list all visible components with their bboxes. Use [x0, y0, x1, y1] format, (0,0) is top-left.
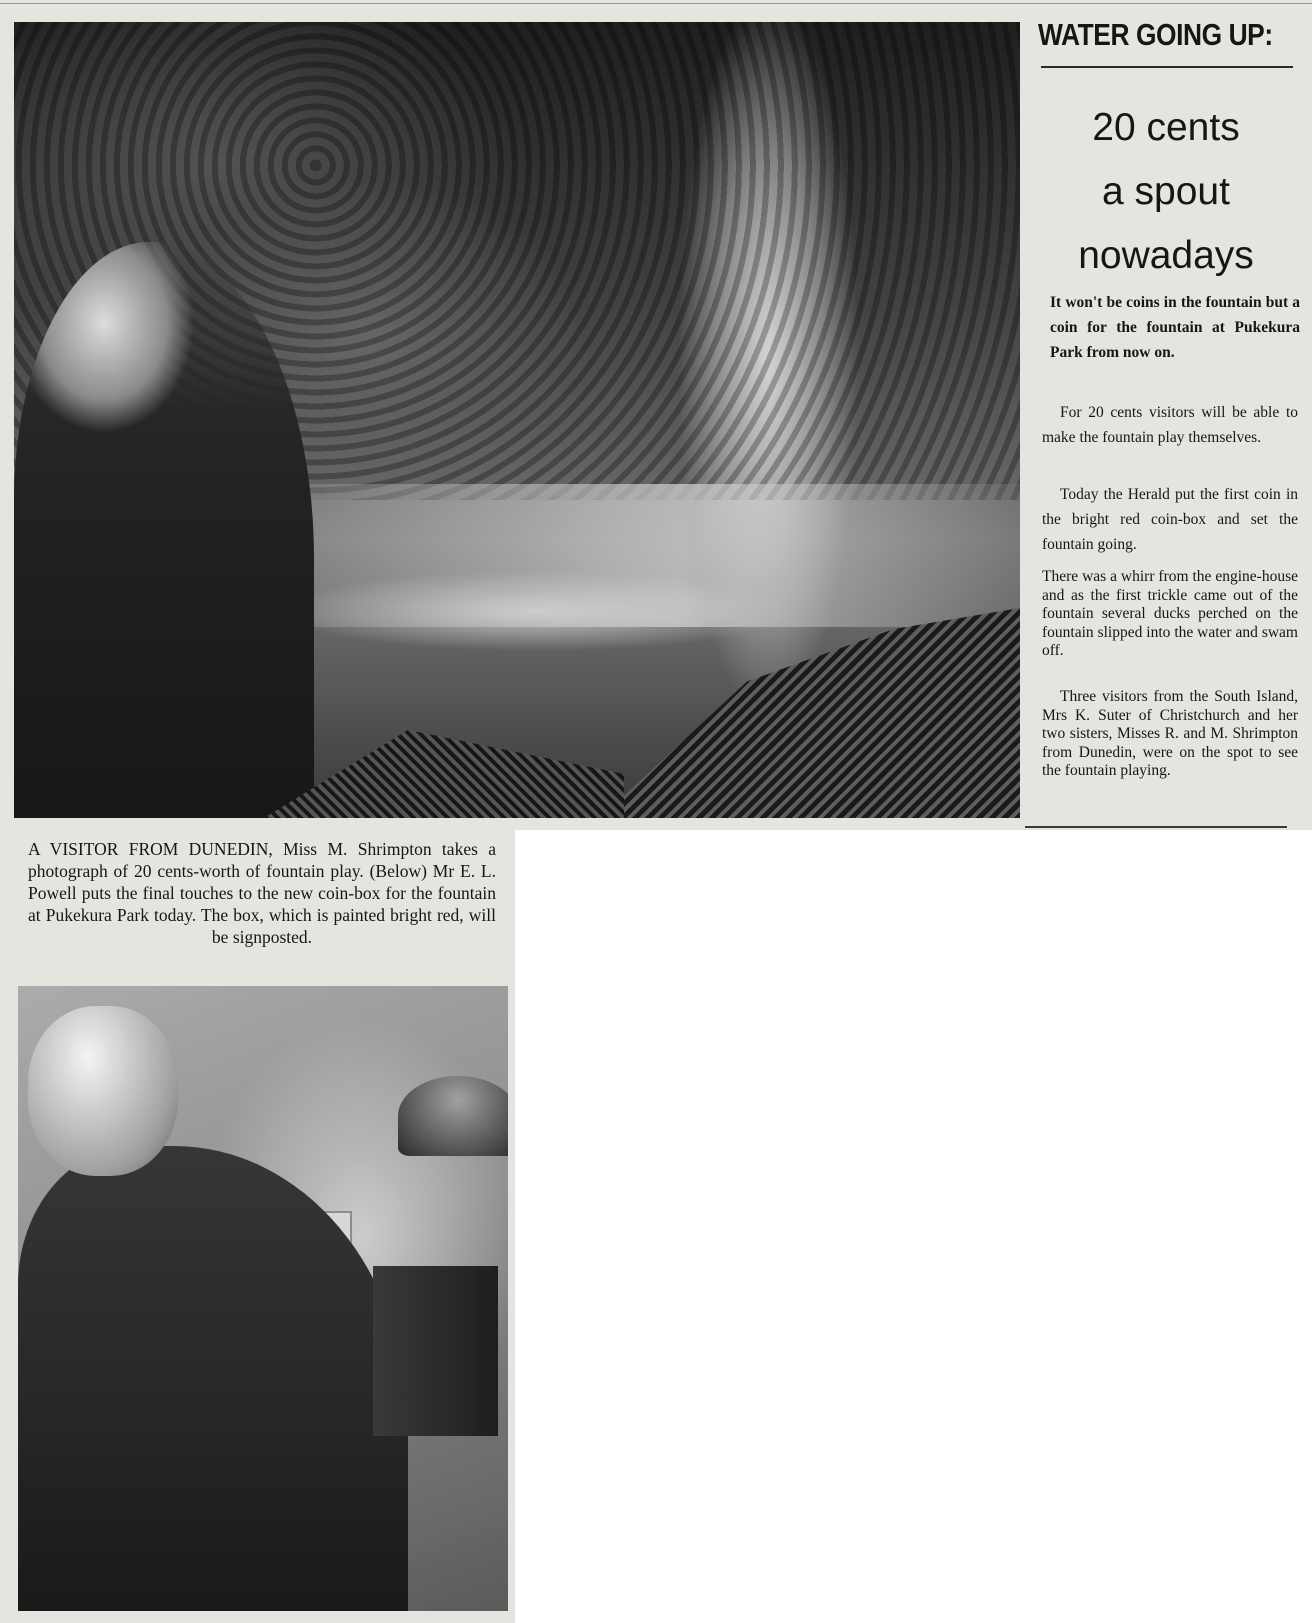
top-rule [0, 3, 1312, 4]
headline [1036, 96, 1296, 288]
article-column [1028, 10, 1298, 820]
fountain-photo [14, 22, 1020, 818]
fern-fronds [600, 608, 1020, 818]
kicker: WATER GOING UP: [1038, 17, 1273, 52]
water-spray [266, 484, 1021, 627]
coin-box [373, 1266, 498, 1436]
headline-line: 20 cents [1092, 106, 1240, 149]
lamp-shade [398, 1076, 508, 1156]
caption-text: Miss M. Shrimpton takes a photograph of 20 cents-worth of fountain play. (Below) Mr E. L. Powell puts the final touches to the new coin-box for the fountain at Pukekura Park today. The box, which is painted bright red, will be signposted. [28, 839, 496, 947]
headline-line: nowadays [1078, 234, 1254, 277]
workman-head [28, 1006, 178, 1176]
body-paragraph: For 20 cents visitors will be able to make the fountain play themselves. [1042, 404, 1298, 446]
headline-line: a spout [1102, 170, 1230, 213]
body-paragraph: Today the Herald put the first coin in the bright red coin-box and set the fountain going. [1042, 486, 1298, 553]
fern-fronds-left [264, 708, 624, 818]
coin-box-photo [18, 986, 508, 1611]
intro-paragraph: It won't be coins in the fountain but a coin for the fountain at Pukekura Park from now on. [1050, 294, 1300, 361]
body-paragraph: Three visitors from the South Island, Mrs K. Suter of Christchurch and her two sisters, Misses R. and M. Shrimpton from Dunedin, were on the spot to see the fountain playing. [1042, 688, 1298, 779]
caption-lead: A VISITOR FROM DUNEDIN, [28, 839, 273, 859]
column-end-rule [1025, 826, 1287, 828]
kicker-rule [1041, 66, 1293, 68]
photo-caption [28, 838, 496, 948]
body-paragraph: There was a whirr from the engine-house and as the first trickle came out of the fountain several ducks perched on the fountain slipped into the water and swam off. [1042, 568, 1298, 659]
